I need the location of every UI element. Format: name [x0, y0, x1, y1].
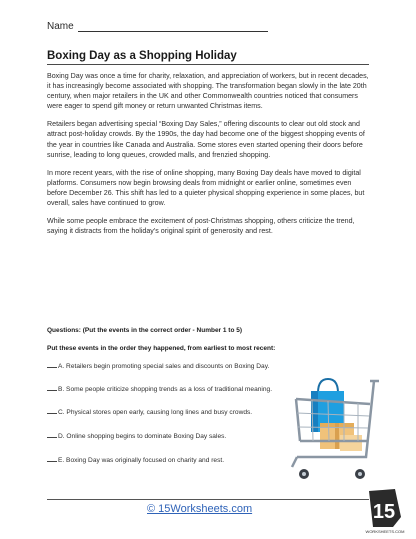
passage-paragraph: Retailers began advertising special “Boxing Day Sales,” offering discounts to clear out old stock and attract post-holiday crowds. By the 1990s, the day had become one of the biggest shopping events of the year in countries like Canada and Australia. Some stores even started opening their doors before sunrise, leading to long queues, crowded malls, and frenzied shopping.: [47, 120, 365, 159]
questions-instruction: Put these events in the order they happened, from earliest to most recent:: [47, 345, 276, 352]
question-text: D. Online shopping begins to dominate Boxing Day sales.: [58, 433, 227, 440]
footer-divider: [47, 499, 369, 500]
answer-blank[interactable]: [47, 413, 57, 414]
question-text: E. Boxing Day was originally focused on charity and rest.: [58, 457, 225, 464]
name-label: Name: [47, 21, 74, 32]
question-item: [47, 457, 224, 464]
cart-wheels: [299, 469, 365, 479]
passage-paragraph: Boxing Day was once a time for charity, relaxation, and appreciation of workers, but in recent decades, it has increasingly become associated with shopping. The transformation began slowly in the late 20th century, when major retailers in the UK and other Commonwealth countries noticed that consumers were eager to spend gift money or return unwanted Christmas items.: [47, 72, 369, 111]
passage-paragraph: In more recent years, with the rise of online shopping, many Boxing Day deals have moved to digital platforms. Consumers now begin browsing deals from midnight or earlier online, sometimes even before December 26. This shift has led to a quieter physical shopping experience in some places, but overall, sales have continued to grow.: [47, 168, 365, 208]
question-text: A. Retailers begin promoting special sales and discounts on Boxing Day.: [58, 363, 270, 370]
question-item: [47, 363, 269, 370]
question-item: [47, 433, 226, 440]
worksheets-logo: [365, 487, 405, 535]
name-row: [47, 21, 268, 32]
title-divider: [47, 64, 369, 65]
answer-blank[interactable]: [47, 461, 57, 462]
name-blank-line[interactable]: [78, 22, 268, 32]
answer-blank[interactable]: [47, 367, 57, 368]
footer-copyright-link[interactable]: © 15Worksheets.com: [147, 503, 253, 515]
answer-blank[interactable]: [47, 437, 57, 438]
question-text: C. Physical stores open early, causing long lines and busy crowds.: [58, 409, 253, 416]
logo-text: WORKSHEETS.COM: [365, 529, 405, 534]
reading-passage: [47, 71, 369, 244]
logo-number: 15: [372, 501, 396, 523]
shopping-cart-illustration: [282, 371, 397, 488]
answer-blank[interactable]: [47, 390, 57, 391]
worksheet-title: Boxing Day as a Shopping Holiday: [47, 50, 237, 62]
questions-heading: Questions: (Put the events in the correct order - Number 1 to 5): [47, 327, 243, 334]
question-item: [47, 386, 272, 393]
passage-paragraph: While some people embrace the excitement of post-Christmas shopping, others criticize the trend, saying it distracts from the holiday’s original spirit of generosity and rest.: [47, 217, 355, 236]
question-item: [47, 409, 252, 416]
question-text: B. Some people criticize shopping trends as a loss of traditional meaning.: [58, 386, 273, 393]
